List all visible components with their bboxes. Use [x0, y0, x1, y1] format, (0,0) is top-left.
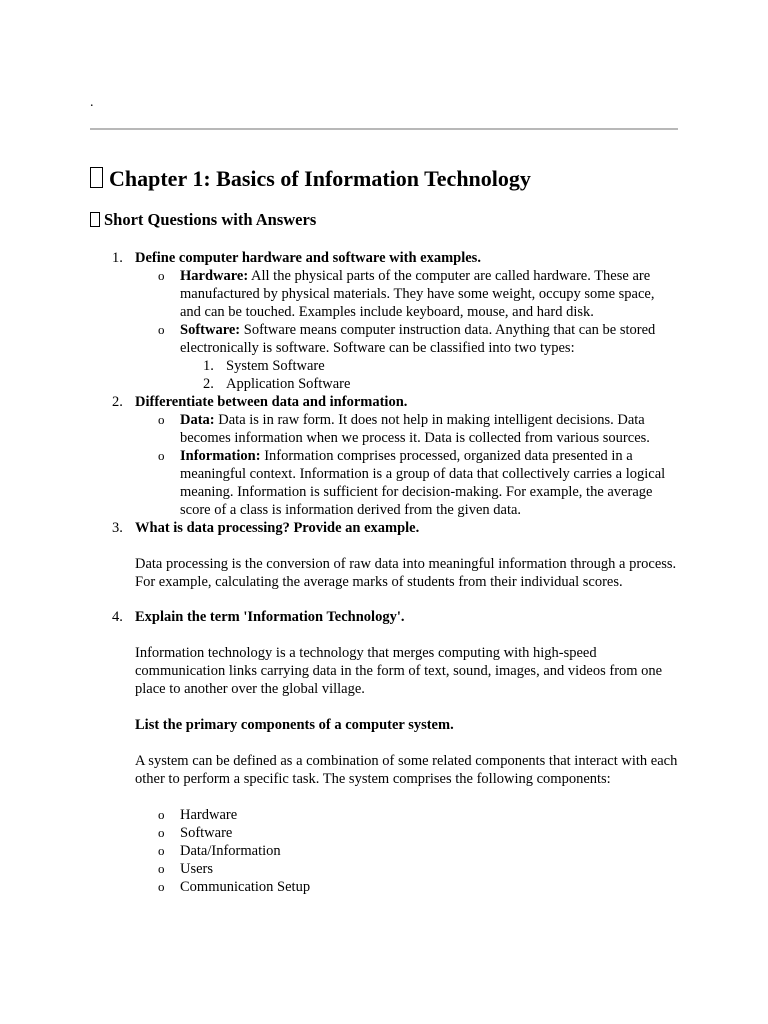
- component-label: Communication Setup: [180, 879, 311, 895]
- question-number: 1.: [112, 250, 123, 266]
- missing-glyph-icon: [90, 167, 103, 188]
- list-item: [0, 860, 678, 878]
- question-text: Explain the term 'Information Technology'.: [135, 609, 405, 625]
- list-item: [0, 824, 678, 842]
- term-definition: Software means computer instruction data. Anything that can be stored electronically is software. Software can be classified into two types:: [180, 322, 656, 356]
- list-item: [0, 267, 678, 321]
- question-text: What is data processing? Provide an example.: [135, 520, 420, 536]
- question-text: Differentiate between data and information.: [135, 394, 408, 410]
- sub-item-label: Application Software: [226, 376, 351, 392]
- sub-item-number: 1.: [203, 358, 214, 374]
- sub-list-item: [0, 357, 678, 375]
- bullet-icon: o: [158, 825, 165, 840]
- component-label: Data/Information: [180, 843, 281, 859]
- bullet-icon: o: [158, 807, 165, 822]
- component-label: Hardware: [180, 807, 238, 823]
- missing-glyph-icon: [90, 212, 100, 227]
- question-number: 2.: [112, 394, 123, 410]
- question-item: [0, 519, 678, 537]
- horizontal-rule: [90, 128, 678, 130]
- question-text: Define computer hardware and software with examples.: [135, 250, 481, 266]
- sub-item-label: System Software: [226, 358, 325, 374]
- term-definition: Information comprises processed, organized data presented in a meaningful context. Information is a group of data that collectively carries a logical meaning. Information is sufficient for decision-making. For example, the average score of a class is information derived from the given data.: [180, 448, 666, 518]
- term-label: Data:: [180, 412, 215, 428]
- term-definition: Data is in raw form. It does not help in making intelligent decisions. Data becomes information when we process it. Data is collected from various sources.: [180, 412, 650, 446]
- chapter-title: Chapter 1: Basics of Information Technology: [109, 166, 531, 191]
- question-item: [0, 393, 678, 411]
- question-item: [0, 608, 678, 626]
- section-title: Short Questions with Answers: [104, 210, 317, 229]
- bullet-icon: o: [158, 412, 165, 427]
- chapter-heading: [90, 165, 531, 193]
- bullet-icon: o: [158, 448, 165, 463]
- list-item: [0, 806, 678, 824]
- bullet-icon: o: [158, 322, 165, 337]
- list-item: [0, 842, 678, 860]
- component-label: Software: [180, 825, 233, 841]
- answer-paragraph: Data processing is the conversion of raw data into meaningful information through a process. For example, calculating the average marks of students from their individual scores.: [135, 556, 677, 590]
- sub-list-item: [0, 375, 678, 393]
- question-item: [0, 249, 678, 267]
- term-label: Hardware:: [180, 268, 249, 284]
- top-mark: .: [90, 95, 94, 110]
- list-item: [0, 411, 678, 447]
- question-number: 3.: [112, 520, 123, 536]
- component-label: Users: [180, 861, 214, 877]
- bullet-icon: o: [158, 861, 165, 876]
- term-definition: All the physical parts of the computer are called hardware. These are manufactured by physical materials. They have some weight, occupy some space, and can be touched. Examples include keyboard, mouse, and hard disk.: [180, 268, 655, 320]
- term-label: Software:: [180, 322, 241, 338]
- question-text: List the primary components of a computer system.: [135, 717, 454, 733]
- question-number: 4.: [112, 609, 123, 625]
- section-heading: [90, 210, 316, 230]
- answer-paragraph: Information technology is a technology that merges computing with high-speed communication links carrying data in the form of text, sound, images, and videos from one place to another over the global village.: [135, 645, 663, 697]
- list-item: [0, 447, 678, 519]
- bullet-icon: o: [158, 268, 165, 283]
- bullet-icon: o: [158, 879, 165, 894]
- answer-paragraph: A system can be defined as a combination of some related components that interact with each other to perform a specific task. The system comprises the following components:: [135, 753, 678, 787]
- bullet-icon: o: [158, 843, 165, 858]
- question-list: [0, 249, 768, 896]
- list-item: [0, 878, 678, 896]
- term-label: Information:: [180, 448, 261, 464]
- list-item: [0, 321, 678, 357]
- sub-item-number: 2.: [203, 376, 214, 392]
